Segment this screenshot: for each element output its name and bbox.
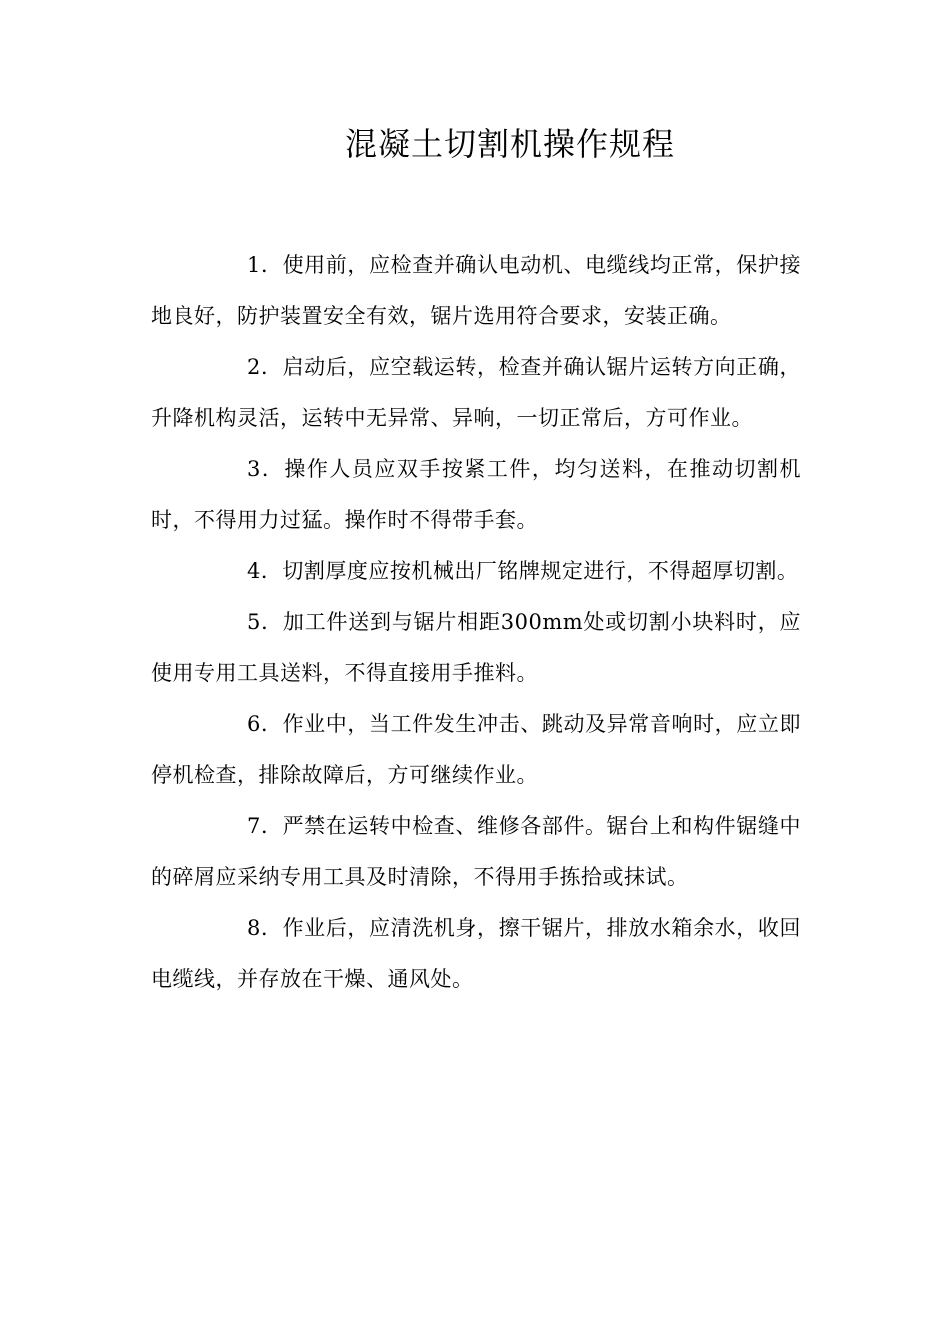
paragraph-8: 8．作业后，应清洗机身，擦干锯片，排放水箱余水，收回电缆线，并存放在干燥、通风处。: [151, 916, 801, 991]
paragraph-5: 5．加工件送到与锯片相距300mm处或切割小块料时，应使用专用工具送料，不得直接用手推料。: [151, 610, 801, 685]
paragraph-4: 4．切割厚度应按机械出厂铭牌规定进行，不得超厚切割。: [247, 559, 799, 583]
paragraph-3: 3．操作人员应双手按紧工件，均匀送料，在推动切割机时，不得用力过猛。操作时不得带手套。: [151, 457, 801, 532]
paragraph-6: 6．作业中，当工件发生冲击、跳动及异常音响时，应立即停机检查，排除故障后，方可继续作业。: [151, 712, 801, 787]
paragraph-2: 2．启动后，应空载运转，检查并确认锯片运转方向正确，升降机构灵活，运转中无异常、异响，一切正常后，方可作业。: [151, 355, 801, 430]
document-title: 混凝土切割机操作规程: [344, 125, 675, 163]
document-body: [151, 240, 801, 1005]
paragraph-1: 1．使用前，应检查并确认电动机、电缆线均正常，保护接地良好，防护装置安全有效，锯片选用符合要求，安装正确。: [151, 253, 801, 328]
paragraph-7: 7．严禁在运转中检查、维修各部件。锯台上和构件锯缝中的碎屑应采纳专用工具及时清除，不得用手拣拾或抹试。: [151, 814, 801, 889]
